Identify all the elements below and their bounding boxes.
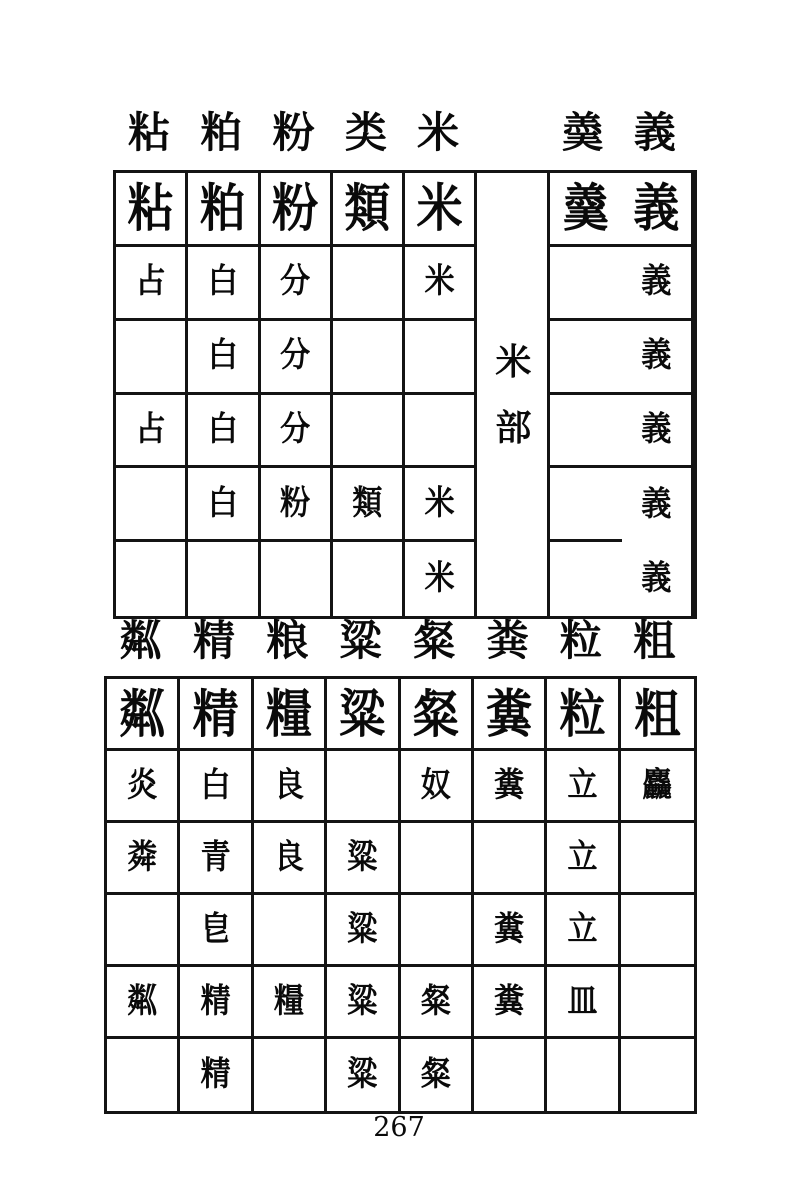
ancient-glyph-cell [261, 247, 333, 321]
ancient-glyph-cell [254, 967, 327, 1039]
ancient-script-glyph: 糞 [486, 683, 533, 744]
empty-cell [474, 823, 547, 895]
ancient-script-glyph: 糧 [265, 683, 312, 744]
ancient-script-glyph: 立 [567, 909, 598, 949]
ancient-glyph-cell [188, 468, 260, 542]
ancient-glyph-cell [550, 173, 622, 247]
ancient-script-glyph: 糞 [494, 909, 525, 949]
column-header: 粼 [119, 616, 162, 665]
ancient-glyph-cell [401, 751, 474, 823]
empty-cell [550, 542, 622, 616]
ancient-glyph-cell [547, 895, 620, 967]
empty-cell [107, 1039, 180, 1111]
bottom-header-row [104, 612, 691, 670]
ancient-script-glyph: 義 [641, 558, 672, 599]
ancient-script-glyph: 良 [273, 837, 304, 877]
empty-cell [547, 1039, 620, 1111]
ancient-script-glyph: 糞 [494, 981, 525, 1021]
ancient-glyph-cell [180, 967, 253, 1039]
empty-cell [550, 468, 622, 542]
ancient-glyph-cell [327, 679, 400, 751]
empty-cell [477, 468, 549, 542]
ancient-script-glyph: 米 [424, 558, 455, 599]
ancient-script-glyph: 精 [200, 981, 231, 1021]
ancient-glyph-cell [116, 173, 188, 247]
ancient-glyph-cell [401, 967, 474, 1039]
ancient-glyph-cell [401, 1039, 474, 1111]
ancient-script-glyph: 粱 [339, 683, 386, 744]
ancient-script-glyph: 分 [280, 262, 311, 302]
column-header: 粱 [339, 616, 382, 665]
empty-cell [333, 247, 405, 321]
empty-cell [474, 1039, 547, 1111]
ancient-script-glyph: 粲 [420, 1054, 451, 1095]
ancient-script-glyph: 白 [207, 262, 238, 302]
top-glyph-table [113, 170, 697, 619]
empty-cell [327, 751, 400, 823]
empty-cell [621, 1039, 694, 1111]
ancient-script-glyph: 粱 [347, 1054, 378, 1095]
ancient-script-glyph: 粼 [119, 683, 166, 744]
column-header: 粲 [413, 616, 456, 665]
ancient-glyph-cell [405, 247, 477, 321]
ancient-script-glyph: 粱 [347, 909, 378, 949]
ancient-glyph-cell [261, 395, 333, 469]
ancient-glyph-cell [107, 823, 180, 895]
ancient-glyph-cell [254, 751, 327, 823]
ancient-glyph-cell [547, 751, 620, 823]
empty-cell [550, 395, 622, 469]
column-header: 类 [344, 108, 387, 157]
ancient-glyph-cell [188, 395, 260, 469]
ancient-script-glyph: 糧 [273, 981, 304, 1021]
ancient-script-glyph: 炎 [127, 765, 158, 805]
empty-cell [550, 321, 622, 395]
ancient-script-glyph: 良 [273, 765, 304, 805]
ancient-script-glyph: 粲 [412, 683, 459, 744]
ancient-script-glyph: 羹 [562, 178, 609, 239]
ancient-script-glyph: 米 [416, 178, 463, 239]
ancient-script-glyph: 粘 [127, 178, 174, 239]
ancient-glyph-cell [333, 173, 405, 247]
top-header-row [113, 104, 691, 162]
ancient-script-glyph: 糞 [494, 765, 525, 805]
ancient-script-glyph: 立 [567, 837, 598, 877]
ancient-glyph-cell [547, 823, 620, 895]
ancient-script-glyph: 粲 [420, 981, 451, 1021]
column-header: 粒 [559, 616, 602, 665]
ancient-script-glyph: 白 [207, 335, 238, 376]
ancient-glyph-cell [188, 173, 260, 247]
ancient-script-glyph: 粕 [199, 178, 246, 239]
ancient-glyph-cell [180, 895, 253, 967]
ancient-glyph-cell [621, 751, 694, 823]
ancient-glyph-cell [405, 542, 477, 616]
column-header: 米 [417, 108, 460, 157]
ancient-glyph-cell [405, 173, 477, 247]
ancient-glyph-cell [107, 679, 180, 751]
ancient-script-glyph: 類 [352, 483, 383, 523]
empty-cell [477, 542, 549, 616]
column-header: 粘 [128, 108, 171, 157]
ancient-glyph-cell [327, 967, 400, 1039]
column-header: 粪 [486, 616, 529, 665]
ancient-script-glyph: 米 [424, 483, 455, 523]
ancient-glyph-cell [333, 468, 405, 542]
ancient-glyph-cell [261, 468, 333, 542]
ancient-glyph-cell [180, 1039, 253, 1111]
ancient-glyph-cell [474, 679, 547, 751]
ancient-glyph-cell [188, 247, 260, 321]
ancient-script-glyph: 占 [135, 409, 166, 449]
column-header: 精 [193, 616, 236, 665]
ancient-script-glyph: 米 [424, 262, 455, 302]
ancient-script-glyph: 精 [192, 683, 239, 744]
ancient-glyph-cell [116, 395, 188, 469]
empty-cell [333, 321, 405, 395]
ancient-glyph-cell [261, 173, 333, 247]
column-header: 粉 [272, 108, 315, 157]
ancient-script-glyph: 義 [641, 485, 672, 525]
ancient-glyph-cell [622, 173, 694, 247]
column-header: 粕 [200, 108, 243, 157]
empty-cell [333, 542, 405, 616]
page-number: 267 [373, 1112, 425, 1143]
ancient-script-glyph: 精 [200, 1054, 231, 1095]
ancient-glyph-cell [327, 1039, 400, 1111]
ancient-glyph-cell [622, 542, 694, 616]
ancient-glyph-cell [180, 823, 253, 895]
ancient-script-glyph: 立 [567, 765, 598, 805]
ancient-script-glyph: 義 [633, 178, 680, 239]
ancient-glyph-cell [622, 321, 694, 395]
ancient-script-glyph: 粼 [127, 981, 158, 1021]
ancient-glyph-cell [622, 395, 694, 469]
empty-cell [621, 823, 694, 895]
ancient-glyph-cell [547, 679, 620, 751]
column-header: 羮 [561, 108, 604, 157]
ancient-script-glyph: 粉 [280, 483, 311, 523]
empty-cell [116, 321, 188, 395]
ancient-script-glyph: 粱 [347, 837, 378, 877]
ancient-script-glyph: 義 [641, 409, 672, 449]
ancient-glyph-cell [474, 967, 547, 1039]
radical-divider-char: 米 [495, 340, 532, 383]
ancient-script-glyph: 白 [207, 409, 238, 449]
ancient-script-glyph: 粗 [634, 683, 681, 744]
ancient-glyph-cell [261, 321, 333, 395]
ancient-script-glyph: 分 [280, 409, 311, 449]
ancient-glyph-cell [474, 895, 547, 967]
empty-cell [621, 895, 694, 967]
empty-cell [621, 967, 694, 1039]
ancient-glyph-cell [474, 751, 547, 823]
ancient-glyph-cell [401, 679, 474, 751]
ancient-script-glyph: 粱 [347, 981, 378, 1021]
ancient-script-glyph: 粉 [272, 178, 319, 239]
ancient-glyph-cell [107, 751, 180, 823]
ancient-script-glyph: 占 [135, 262, 166, 302]
column-header: 粗 [633, 616, 676, 665]
ancient-script-glyph: 奴 [420, 765, 451, 805]
empty-cell [405, 395, 477, 469]
empty-cell [477, 321, 549, 395]
column-header: 義 [633, 108, 676, 157]
ancient-glyph-cell [180, 751, 253, 823]
radical-divider-char: 部 [495, 406, 532, 449]
ancient-script-glyph: 白 [207, 483, 238, 523]
ancient-script-glyph: 麤 [642, 765, 673, 805]
ancient-script-glyph: 白 [200, 765, 231, 805]
ancient-glyph-cell [622, 468, 694, 542]
ancient-script-glyph: 青 [200, 837, 231, 877]
ancient-glyph-cell [254, 823, 327, 895]
ancient-glyph-cell [254, 679, 327, 751]
empty-cell [477, 247, 549, 321]
ancient-script-glyph: 類 [344, 178, 391, 239]
empty-cell [254, 895, 327, 967]
ancient-script-glyph: 粒 [559, 683, 606, 744]
ancient-glyph-cell [621, 679, 694, 751]
ancient-script-glyph: 皿 [567, 981, 598, 1021]
column-header: 粮 [266, 616, 309, 665]
ancient-script-glyph: 分 [280, 335, 311, 376]
empty-cell [254, 1039, 327, 1111]
ancient-glyph-cell [327, 823, 400, 895]
empty-cell [107, 895, 180, 967]
bottom-glyph-table [104, 676, 697, 1114]
empty-cell [188, 542, 260, 616]
ancient-glyph-cell [622, 247, 694, 321]
empty-cell [333, 395, 405, 469]
ancient-glyph-cell [116, 247, 188, 321]
empty-cell [116, 542, 188, 616]
empty-cell [405, 321, 477, 395]
ancient-glyph-cell [180, 679, 253, 751]
empty-cell [477, 395, 549, 469]
ancient-glyph-cell [405, 468, 477, 542]
ancient-glyph-cell [547, 967, 620, 1039]
ancient-glyph-cell [107, 967, 180, 1039]
ancient-script-glyph: 粦 [127, 837, 158, 877]
empty-cell [401, 823, 474, 895]
ancient-script-glyph: 皀 [200, 909, 231, 949]
empty-cell [550, 247, 622, 321]
ancient-script-glyph: 義 [641, 262, 672, 302]
ancient-glyph-cell [188, 321, 260, 395]
ancient-glyph-cell [327, 895, 400, 967]
empty-cell [116, 468, 188, 542]
empty-cell [401, 895, 474, 967]
empty-cell [477, 173, 549, 247]
empty-cell [261, 542, 333, 616]
ancient-script-glyph: 義 [641, 335, 672, 376]
